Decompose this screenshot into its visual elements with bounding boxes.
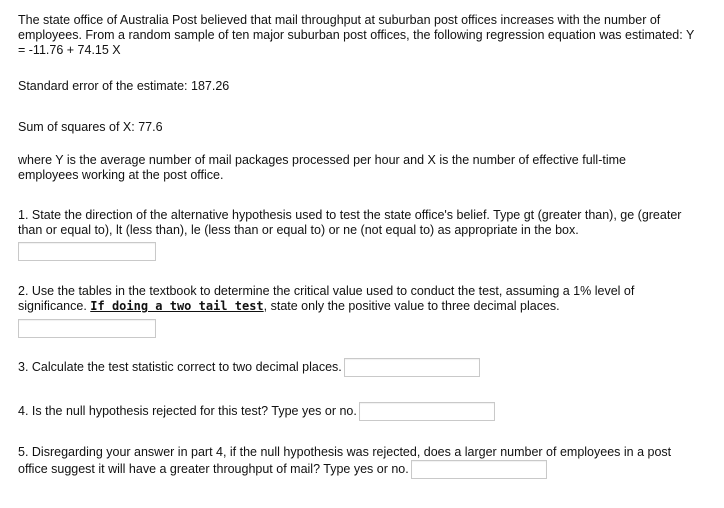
question-1-text: 1. State the direction of the alternative hypothesis used to test the state office's belief. Type gt (greater than), ge (greater than or equal to), lt (less than), le (less than or equal to) or ne (not equal to) as appropriate in the box. bbox=[18, 208, 682, 237]
question-4 bbox=[18, 402, 704, 424]
question-3-text: 3. Calculate the test statistic correct to two decimal places. bbox=[18, 360, 342, 374]
question-2-answer-input[interactable] bbox=[18, 319, 156, 338]
question-4-text: 4. Is the null hypothesis rejected for this test? Type yes or no. bbox=[18, 404, 357, 418]
question-2-text-before: 2. Use the tables in the textbook to determine the critical value used to conduct the test, assuming a 1% level of significance. bbox=[18, 284, 635, 313]
question-2-text bbox=[18, 284, 704, 314]
question-2-text-after: , state only the positive value to three decimal places. bbox=[263, 299, 560, 313]
standard-error-text: Standard error of the estimate: 187.26 bbox=[18, 79, 230, 93]
question-1-answer-input[interactable] bbox=[18, 242, 156, 261]
question-4-answer-input[interactable] bbox=[359, 402, 495, 421]
question-3-answer-input[interactable] bbox=[344, 358, 480, 377]
intro-paragraph: The state office of Australia Post believed that mail throughput at suburban post offices increases with the number of employees. From a random sample of ten major suburban post offices, the following regression equation was estimated: Y = -11.76 + 74.15 X bbox=[18, 13, 695, 57]
question-1 bbox=[18, 208, 704, 261]
question-2 bbox=[18, 284, 704, 338]
variable-definition-text: where Y is the average number of mail packages processed per hour and X is the number of effective full-time employees working at the post office. bbox=[18, 153, 626, 182]
question-5-text: 5. Disregarding your answer in part 4, if the null hypothesis was rejected, does a larger number of employees in a post office suggest it will have a greater throughput of mail? Type yes or no. bbox=[18, 445, 672, 477]
question-3 bbox=[18, 358, 704, 380]
sum-of-squares-text: Sum of squares of X: 77.6 bbox=[18, 120, 163, 134]
two-tail-test-link[interactable]: If doing a two tail test bbox=[90, 299, 264, 313]
question-5 bbox=[18, 445, 688, 479]
question-5-answer-input[interactable] bbox=[411, 460, 547, 479]
